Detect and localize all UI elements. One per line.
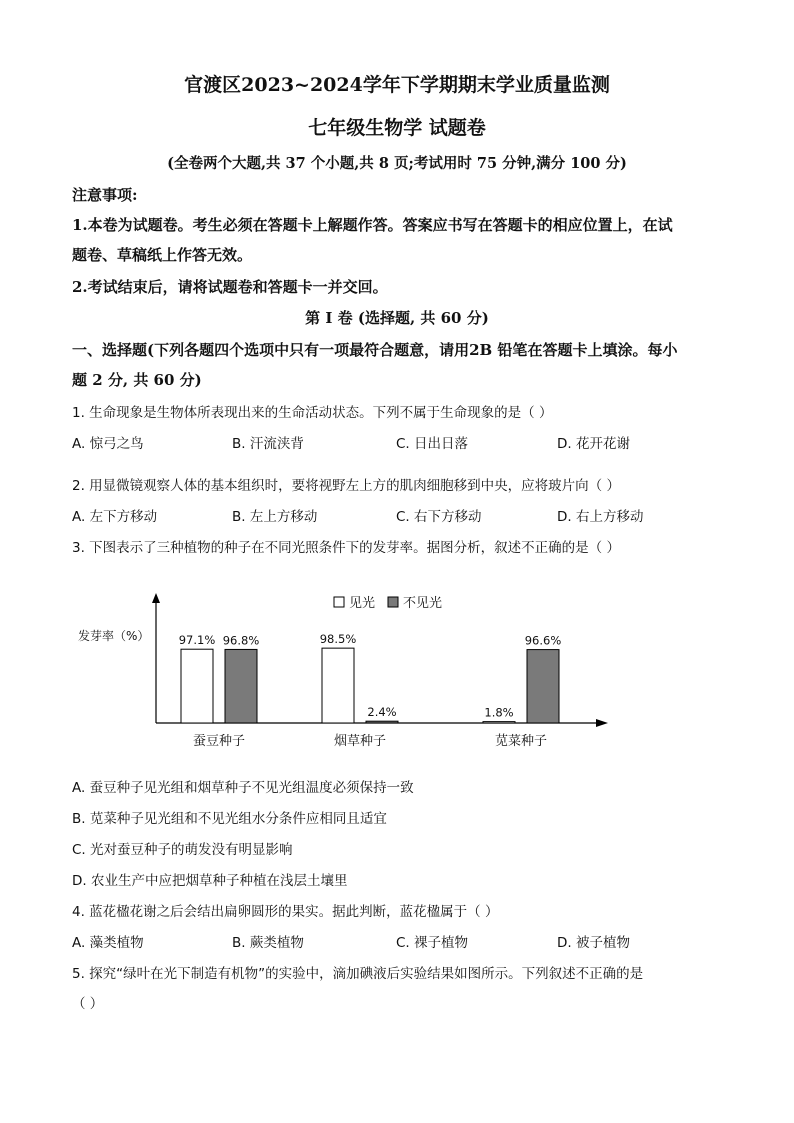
question-2-option-a: A. 左下方移动 <box>72 509 158 525</box>
legend-label-dark: 不见光 <box>403 596 443 611</box>
notice-item-1-line-2: 题卷、草稿纸上作答无效。 <box>72 246 253 264</box>
question-4-stem: 4. 蓝花楹花谢之后会结出扁卵圆形的果实。据此判断，蓝花楹属于（ ） <box>72 904 499 920</box>
question-3-option-c: C. 光对蚕豆种子的萌发没有明显影响 <box>72 842 293 858</box>
bar-dark-amaranth <box>527 650 559 723</box>
question-4-option-d: D. 被子植物 <box>557 935 630 951</box>
value-label-dark-cabbage-bean: 96.8% <box>222 633 260 648</box>
legend-swatch-light <box>334 597 344 607</box>
category-label-tobacco: 烟草种子 <box>333 734 387 749</box>
question-3-option-b: B. 苋菜种子见光组和不见光组水分条件应相同且适宜 <box>72 811 387 827</box>
question-1-stem: 1. 生命现象是生物体所表现出来的生命活动状态。下列不属于生命现象的是（ ） <box>72 405 553 421</box>
value-label-light-tobacco: 98.5% <box>319 632 357 647</box>
bar-light-cabbage-bean <box>181 649 213 723</box>
value-label-dark-tobacco: 2.4% <box>367 705 397 720</box>
question-2-option-c: C. 右下方移动 <box>396 509 482 525</box>
bar-light-amaranth <box>483 722 515 723</box>
question-1-option-c: C. 日出日落 <box>396 436 469 452</box>
exam-subtitle: 七年级生物学 试题卷 <box>308 117 486 139</box>
section-heading-line-2: 题 2 分, 共 60 分) <box>72 371 202 389</box>
part-title: 第 I 卷 (选择题, 共 60 分) <box>305 309 489 327</box>
question-3-option-a: A. 蚕豆种子见光组和烟草种子不见光组温度必须保持一致 <box>72 780 414 796</box>
category-label-amaranth: 苋菜种子 <box>494 734 548 749</box>
exam-info: (全卷两个大题,共 37 个小题,共 8 页;考试用时 75 分钟,满分 100 分) <box>167 155 627 172</box>
question-3-stem: 3. 下图表示了三种植物的种子在不同光照条件下的发芽率。据图分析，叙述不正确的是（ ） <box>72 540 620 556</box>
question-1-option-d: D. 花开花谢 <box>557 436 630 452</box>
y-axis-label: 发芽率（%） <box>78 629 150 643</box>
question-4-option-a: A. 藻类植物 <box>72 935 144 951</box>
exam-title: 官渡区2023~2024学年下学期期末学业质量监测 <box>184 74 610 96</box>
notice-heading: 注意事项: <box>72 186 138 204</box>
section-heading-line-1: 一、选择题(下列各题四个选项中只有一项最符合题意，请用2B 铅笔在答题卡上填涂。每小 <box>72 341 678 359</box>
question-1-option-b: B. 汗流浃背 <box>232 436 304 452</box>
x-axis-arrow <box>596 719 608 727</box>
question-4-option-b: B. 蕨类植物 <box>232 935 304 951</box>
question-2-option-d: D. 右上方移动 <box>557 509 644 525</box>
germination-rate-chart <box>70 585 630 760</box>
bar-light-tobacco <box>322 648 354 723</box>
y-axis-arrow <box>152 593 160 603</box>
bar-dark-cabbage-bean <box>225 649 257 723</box>
bar-dark-tobacco <box>366 721 398 723</box>
legend-label-light: 见光 <box>349 596 376 611</box>
category-label-cabbage-bean: 蚕豆种子 <box>192 734 246 749</box>
value-label-dark-amaranth: 96.6% <box>524 633 562 648</box>
question-2-stem: 2. 用显微镜观察人体的基本组织时，要将视野左上方的肌肉细胞移到中央，应将玻片向（ ） <box>72 478 620 494</box>
question-5-stem-line-2: （ ） <box>72 996 104 1012</box>
legend-swatch-dark <box>388 597 398 607</box>
notice-item-2: 2.考试结束后，请将试题卷和答题卡一并交回。 <box>72 278 388 296</box>
question-4-option-c: C. 裸子植物 <box>396 935 469 951</box>
question-5-stem-line-1: 5. 探究“绿叶在光下制造有机物”的实验中，滴加碘液后实验结果如图所示。下列叙述不正确的是 <box>72 966 644 982</box>
value-label-light-amaranth: 1.8% <box>484 705 514 720</box>
value-label-light-cabbage-bean: 97.1% <box>178 633 216 648</box>
question-1-option-a: A. 惊弓之鸟 <box>72 436 144 452</box>
question-2-option-b: B. 左上方移动 <box>232 509 318 525</box>
question-3-option-d: D. 农业生产中应把烟草种子种植在浅层土壤里 <box>72 873 348 889</box>
notice-item-1-line-1: 1.本卷为试题卷。考生必须在答题卡上解题作答。答案应书写在答题卡的相应位置上，在试 <box>72 216 673 234</box>
